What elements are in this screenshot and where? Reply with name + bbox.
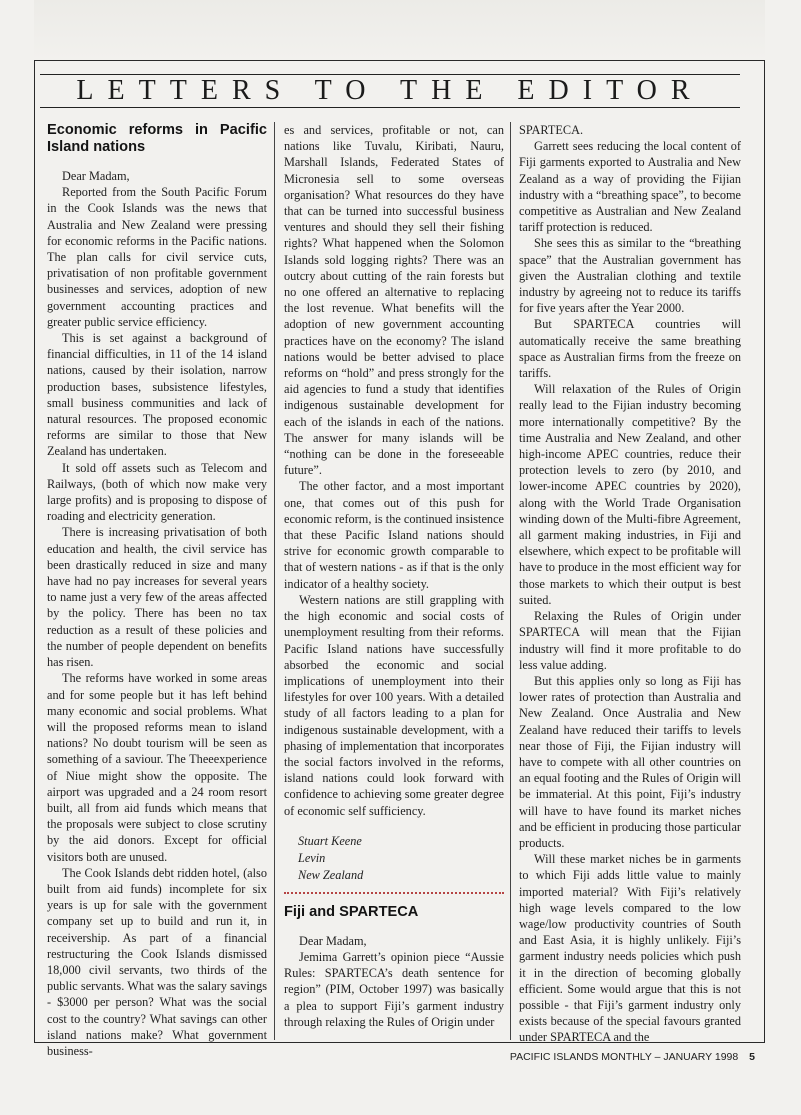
signature-country: New Zealand [298,867,364,882]
letter-2-paragraph: Jemima Garrett’s opinion piece “Aussie Rules: SPARTECA’s death sentence for region” (PIM, October 1997) was basically a plea to support Fiji’s garment industry through relaxing the Rules of Origin under [284,949,504,1029]
column-1 [47,122,267,1059]
letter-1-paragraph: Western nations are still grappling with the high economic and social costs of unemployment resulting from their reforms. Pacific Island nations have successfully absorbed the economic and social implications of unemployment into their lifestyles for over 100 years. With a detailed study of all factors leading to a plan for indigenous sustainable development, with a phasing of implementation that incorporates the social factors involved in the reforms, island nations could look forward with confidence to achieving some greater degree of economic self sufficiency. [284,592,504,818]
letter-2-paragraph: Will relaxation of the Rules of Origin really lead to the Fijian industry becoming more internationally competitive? By the time Australia and New Zealand, and other high-income APEC countries, reduce their protection levels to zero (by 2010, and lower-income APEC countries by 2020), along with the World Trade Organisation winding down of the Multi-fibre Agreement, all garment making industries, in Fiji and elsewhere, which expect to be profitable will have to produce in the most efficient way for those markets to which their output is best suited. [519,382,741,607]
letter-1-paragraph: The reforms have worked in some areas and for some people but it has left behind many economic and social problems. What will the proposed reforms mean to island nations? No doubt tourism will be seen as something of a saviour. The Theeexperience of Niue might show the opposite. The airport was upgraded and a 24 room resort built, all from aid funds which means that the proposals were subject to close scrutiny by the aid donors. Except for official visitors both are unused. [47,671,267,864]
scan-top-margin [34,0,765,60]
letter-1-paragraph: This is set against a background of financial difficulties, in 11 of the 14 island nations, caused by their isolation, narrow production bases, subsistence lifestyles, small business communities and lack of natural resources. The proposed economic reforms are similar to those that New Zealand has undertaken. [47,331,267,459]
letter-2-paragraph: But this applies only so long as Fiji has lower rates of protection than Australia and New Zealand. Once Australia and New Zealand have reduced their tariffs to levels near those of Fiji, the Fijian industry will have to compete with all other countries on an equal footing and the Rules of Origin will be immaterial. At this point, Fiji’s industry will have to have found its market niches and be efficient in producing those particular products. [519,673,741,850]
letter-1-salutation: Dear Madam, [62,169,130,183]
signature-name: Stuart Keene [298,833,362,848]
letter-1-paragraph: es and services, profitable or not, can nations like Tuvalu, Kiribati, Nauru, Marshall Islands, Federated States of Micronesia sell to some overseas organisation? What resources do they have that can be turned into successful business ventures and should they sell their fishing rights? What happened when the Solomon Islands sold logging rights? There was an outcry about cutting of the rain forests but no one offered an alternative to replacing the lost revenue. What benefits will the adoption of new government accounting practices have on the economy? The island nations would be better advised to place reforms on “hold” and press strongly for the aid agencies to fund a study that identifies indigenous sustainable development for each of the islands in each of the nations. The answer for many islands will be “nothing can be done in the foreseeable future”. [284,123,504,478]
letter-2-paragraph: SPARTECA. [519,123,584,137]
page-number: 5 [749,1051,755,1063]
letter-2-paragraph: Will these market niches be in garments to which Fiji adds little value to mainly imported material? With Fiji’s relatively high wage levels compared to the low wage/low productivity countries of South and East Asia, it is highly unlikely. Fiji’s garment industry needs policies which push it in the direction of becoming globally efficient. Some would argue that this is not possible - that Fiji’s garment industry only exists because of the special favours granted under SPARTECA and the [519,852,741,1045]
section-masthead: LETTERS TO THE EDITOR [76,75,704,106]
column-3 [519,122,741,1046]
letter-2-paragraph: But SPARTECA countries will automatically receive the same breathing space as Australian firms from the freeze on tariffs. [519,317,741,381]
letter-1-paragraph: There is increasing privatisation of both education and health, the civil service has been drastically reduced in size and many have had no pay increases for several years to name just a very few of the areas affected by the policy. There has been no tax reduction as a result of these policies and the number of people dependent on benefits has risen. [47,525,267,670]
letter-2-paragraph: Relaxing the Rules of Origin under SPARTECA will mean that the Fijian industry will find it more profitable to do less value adding. [519,609,741,672]
letter-1-signature [284,833,504,884]
signature-town: Levin [298,850,326,865]
letter-separator [284,892,504,894]
letter-2-headline: Fiji and SPARTECA [284,903,419,920]
letter-1-headline: Economic reforms in Pacific Island nations [47,122,267,155]
masthead-bottom-rule [40,107,740,108]
column-divider-2 [510,122,511,1040]
column-divider-1 [274,122,275,1040]
letter-1-paragraph: It sold off assets such as Telecom and Railways, (both of which now make very large profits) and is proposing to dispose of roading and electricity generation. [47,460,267,524]
letter-2-paragraph: She sees this as similar to the “breathing space” that the Australian government has given the Australian clothing and textile industry by agreeing not to reduce its tariffs for five years after the Year 2000. [519,236,741,316]
letter-2-paragraph: Garrett sees reducing the local content of Fiji garments exported to Australia and New Zealand as a way of providing the Fijian industry with a “breathing space”, to become competitive as Australian and New Zealand tariff protection is reduced. [519,139,741,235]
publication-line: PACIFIC ISLANDS MONTHLY – JANUARY 1998 [509,1051,739,1063]
page-footer [510,1051,755,1063]
letter-1-paragraph: The other factor, and a most important one, that comes out of this push for economic reform, is the continued insistence that these Pacific Island nations should strive for economic growth comparable to that of western nations - as if that is the only indicator of a healthy society. [284,479,504,591]
letter-2-salutation: Dear Madam, [299,933,367,948]
letter-1-paragraph: The Cook Islands debt ridden hotel, (also built from aid funds) incomplete for six years is up for sale with the government company set up to build and run it, in receivership. As part of a financial restructuring the Cook Islands dismissed 18,000 civil servants, two thirds of the public servants. What was the salary savings - $3000 per person? What was the social cost to the country? What savings can other island nations make? What government business- [47,865,267,1058]
letter-1-paragraph: Reported from the South Pacific Forum in the Cook Islands was the news that Australia and New Zealand were pressing for economic reforms in the Pacific nations. The plan calls for civil service cuts, privatisation of non profitable government businesses and services, adoption of new government accounting practices and greater public service efficiency. [47,185,267,329]
column-2 [284,122,504,1030]
